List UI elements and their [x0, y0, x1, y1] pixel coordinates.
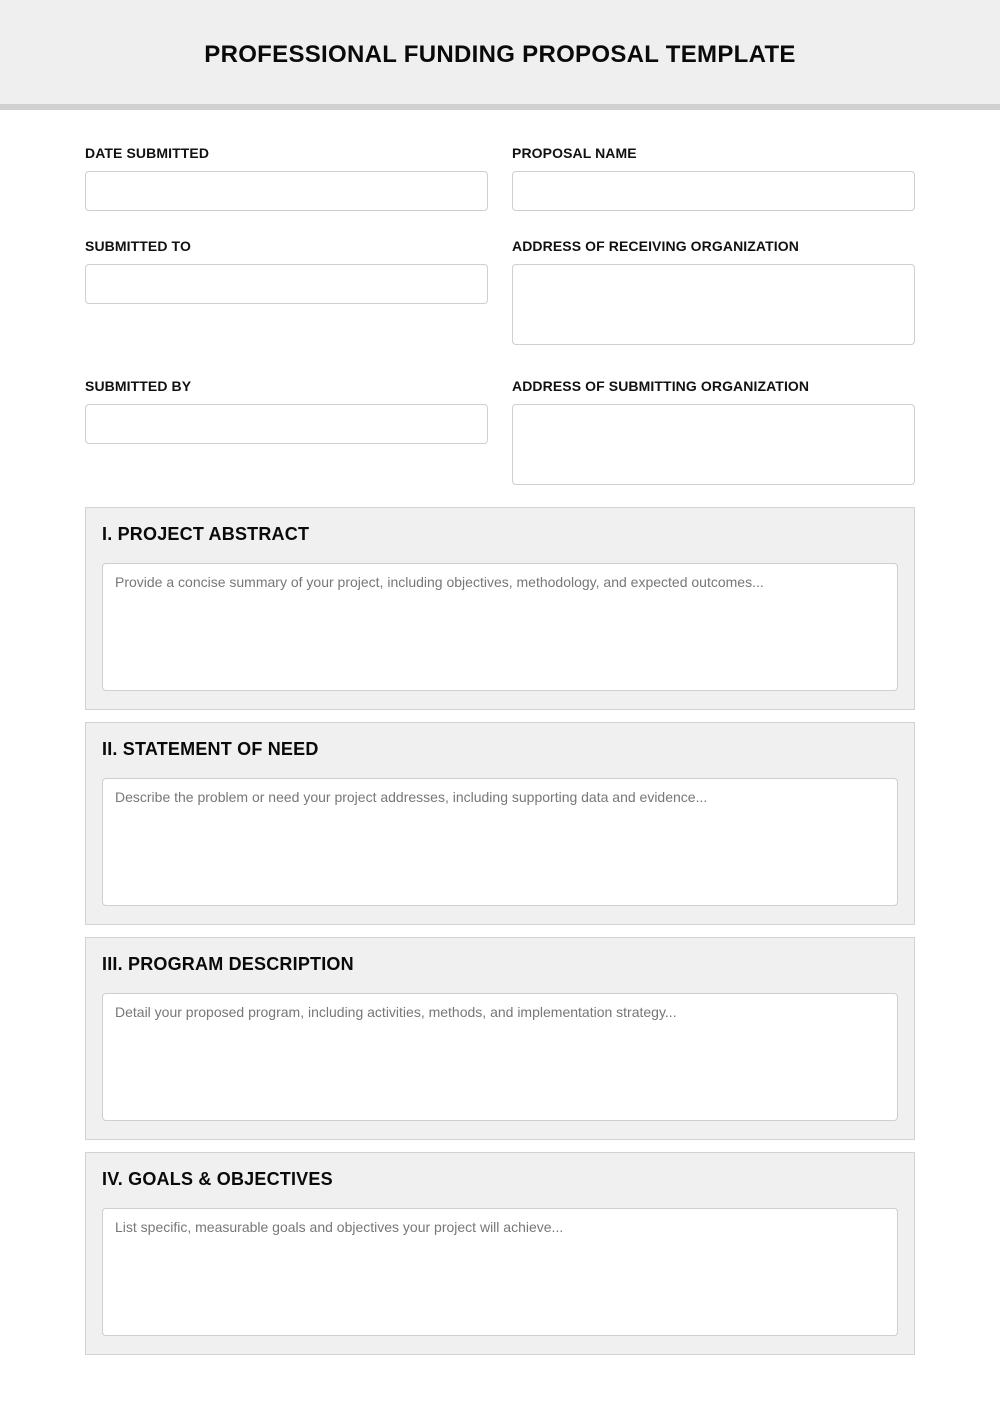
project-abstract-textarea[interactable]: [102, 563, 898, 691]
section-goals-objectives: [85, 1152, 915, 1355]
document-header: [0, 0, 1000, 110]
address-receiving-label: ADDRESS OF RECEIVING ORGANIZATION: [512, 238, 799, 254]
address-submitting-label: ADDRESS OF SUBMITTING ORGANIZATION: [512, 378, 810, 394]
submitted-to-label: SUBMITTED TO: [85, 238, 191, 254]
section-project-abstract: [85, 507, 915, 710]
section-program-description: [85, 937, 915, 1140]
submitted-to-field[interactable]: [85, 264, 488, 304]
date-submitted-label: DATE SUBMITTED: [85, 145, 210, 161]
address-submitting-field[interactable]: [512, 404, 915, 485]
document-title: PROFESSIONAL FUNDING PROPOSAL TEMPLATE: [204, 41, 796, 68]
section-title: IV. GOALS & OBJECTIVES: [102, 1169, 333, 1189]
section-title: II. STATEMENT OF NEED: [102, 739, 319, 759]
submitted-by-field[interactable]: [85, 404, 488, 444]
section-title: III. PROGRAM DESCRIPTION: [102, 954, 354, 974]
statement-of-need-textarea[interactable]: [102, 778, 898, 906]
proposal-name-field[interactable]: [512, 171, 915, 211]
section-title: I. PROJECT ABSTRACT: [102, 524, 310, 544]
submitted-by-label: SUBMITTED BY: [85, 378, 192, 394]
section-statement-of-need: [85, 722, 915, 925]
goals-objectives-textarea[interactable]: [102, 1208, 898, 1336]
proposal-name-label: PROPOSAL NAME: [512, 145, 637, 161]
program-description-textarea[interactable]: [102, 993, 898, 1121]
date-submitted-field[interactable]: [85, 171, 488, 211]
address-receiving-field[interactable]: [512, 264, 915, 345]
